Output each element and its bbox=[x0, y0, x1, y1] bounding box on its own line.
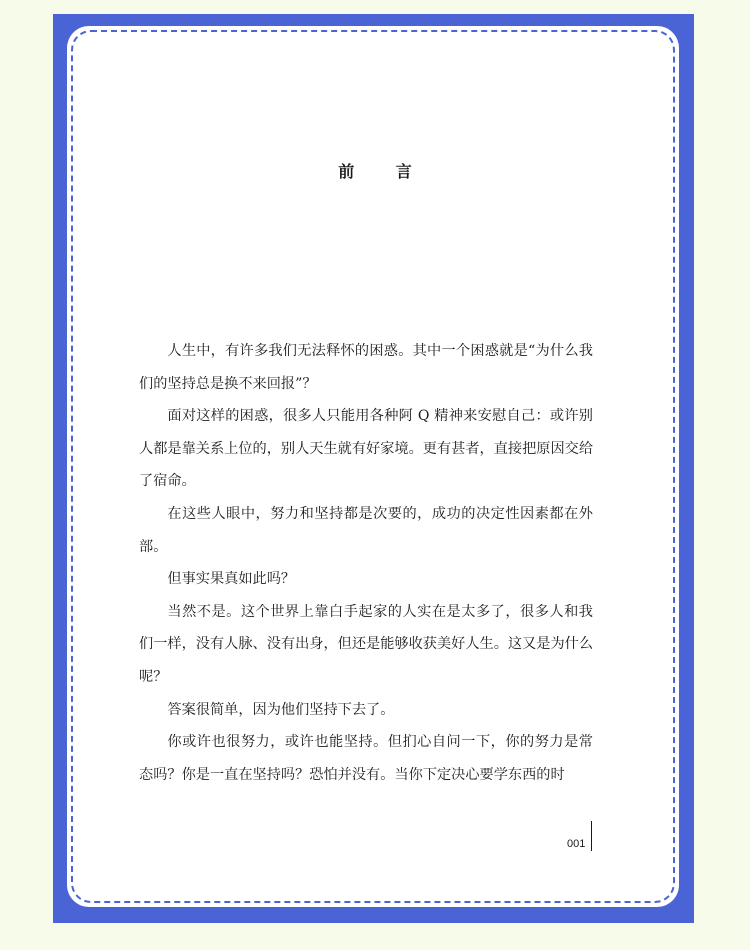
paragraph: 但事实果真如此吗？ bbox=[167, 571, 296, 588]
page-title: 前 言 bbox=[338, 162, 430, 181]
paragraph: 答案很简单，因为他们坚持下去了。 bbox=[167, 701, 395, 718]
paragraph: 你或许也很努力，或许也能坚持。但扪心自问一下，你的努力是常态吗？你是一直在坚持吗？恐怕并没有。当你下定决心要学东西的时 bbox=[139, 734, 593, 783]
page-number-rule bbox=[591, 821, 592, 851]
paragraph: 人生中，有许多我们无法释怀的困惑。其中一个困惑就是“为什么我们的坚持总是换不来回报”？ bbox=[139, 343, 593, 392]
page-number: 001 bbox=[567, 838, 586, 850]
preface-body bbox=[139, 335, 593, 791]
paragraph: 面对这样的困惑，很多人只能用各种阿 Q 精神来安慰自己：或许别人都是靠关系上位的，别人天生就有好家境。更有甚者，直接把原因交给了宿命。 bbox=[139, 408, 594, 490]
paragraph: 在这些人眼中，努力和坚持都是次要的，成功的决定性因素都在外部。 bbox=[139, 505, 593, 555]
paragraph: 当然不是。这个世界上靠白手起家的人实在是太多了，很多人和我们一样，没有人脉、没有出身，但还是能够收获美好人生。这又是为什么呢？ bbox=[139, 603, 594, 685]
